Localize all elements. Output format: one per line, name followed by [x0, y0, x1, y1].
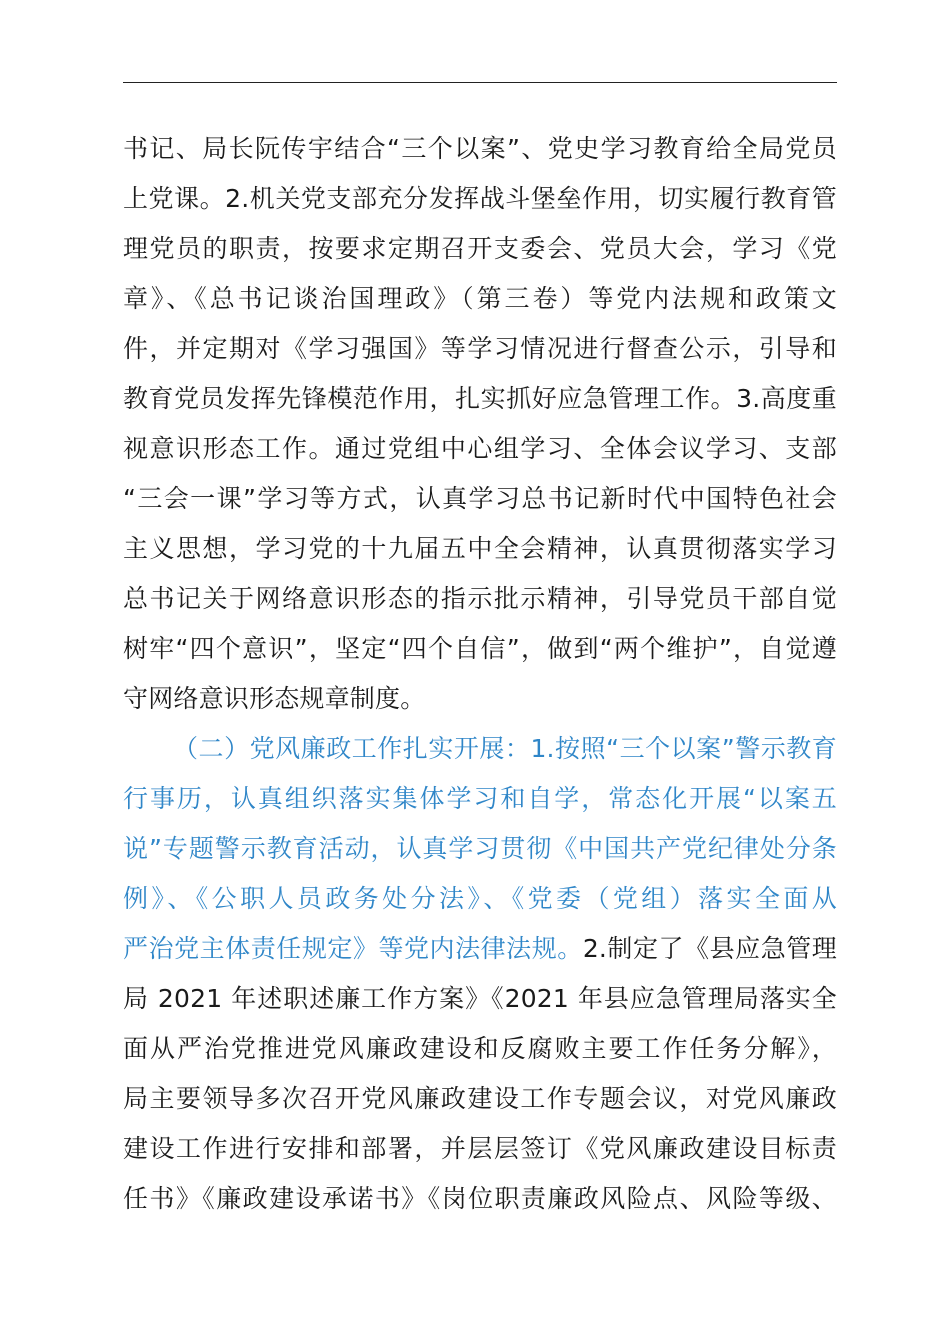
- paragraph-2: [123, 724, 837, 1224]
- text-line: 上党课。2.机关党支部充分发挥战斗堡垒作用，切实履行教育管: [123, 184, 837, 213]
- text-line: 局主要领导多次召开党风廉政建设工作专题会议，对党风廉政: [123, 1084, 837, 1113]
- text-line: 局 2021 年述职述廉工作方案》《2021 年县应急管理局落实全: [123, 984, 837, 1013]
- document-body: [123, 124, 837, 1224]
- highlight-line: 说”专题警示教育活动，认真学习贯彻《中国共产党纪律处分条: [123, 834, 837, 863]
- text-line: 主义思想，学习党的十九届五中全会精神，认真贯彻落实学习: [123, 534, 837, 563]
- text-line: 件，并定期对《学习强国》等学习情况进行督查公示，引导和: [123, 334, 837, 363]
- text-line: 视意识形态工作。通过党组中心组学习、全体会议学习、支部: [123, 434, 837, 463]
- text-line: 建设工作进行安排和部署，并层层签订《党风廉政建设目标责: [123, 1134, 837, 1163]
- text-line: 理党员的职责，按要求定期召开支委会、党员大会，学习《党: [123, 234, 837, 263]
- header-rule: [123, 82, 837, 83]
- highlight-line: 行事历，认真组织落实集体学习和自学，常态化开展“以案五: [123, 784, 837, 813]
- highlight-line: 例》、《公职人员政务处分法》、《党委（党组）落实全面从: [123, 884, 837, 913]
- text-line: 总书记关于网络意识形态的指示批示精神，引导党员干部自觉: [123, 584, 837, 613]
- highlight-line: （二）党风廉政工作扎实开展：1.按照“三个以案”警示教育: [173, 734, 837, 763]
- text-segment: 2.制定了《县应急管理: [582, 934, 837, 963]
- paragraph-1: [123, 124, 837, 724]
- text-line: 树牢“四个意识”，坚定“四个自信”，做到“两个维护”，自觉遵: [123, 634, 837, 663]
- text-line: 任书》《廉政建设承诺书》《岗位职责廉政风险点、风险等级、: [123, 1184, 837, 1213]
- text-line: 守网络意识形态规章制度。: [123, 684, 426, 713]
- mixed-line: [123, 924, 837, 974]
- text-line: 书记、局长阮传宇结合“三个以案”、党史学习教育给全局党员: [123, 134, 837, 163]
- text-line: 章》、《总书记谈治国理政》（第三卷）等党内法规和政策文: [123, 284, 837, 313]
- text-line: 教育党员发挥先锋模范作用，扎实抓好应急管理工作。3.高度重: [123, 384, 837, 413]
- highlight-segment: 严治党主体责任规定》等党内法律法规。: [123, 934, 583, 963]
- text-line: “三会一课”学习等方式，认真学习总书记新时代中国特色社会: [123, 484, 837, 513]
- text-line: 面从严治党推进党风廉政建设和反腐败主要工作任务分解》，: [123, 1034, 837, 1063]
